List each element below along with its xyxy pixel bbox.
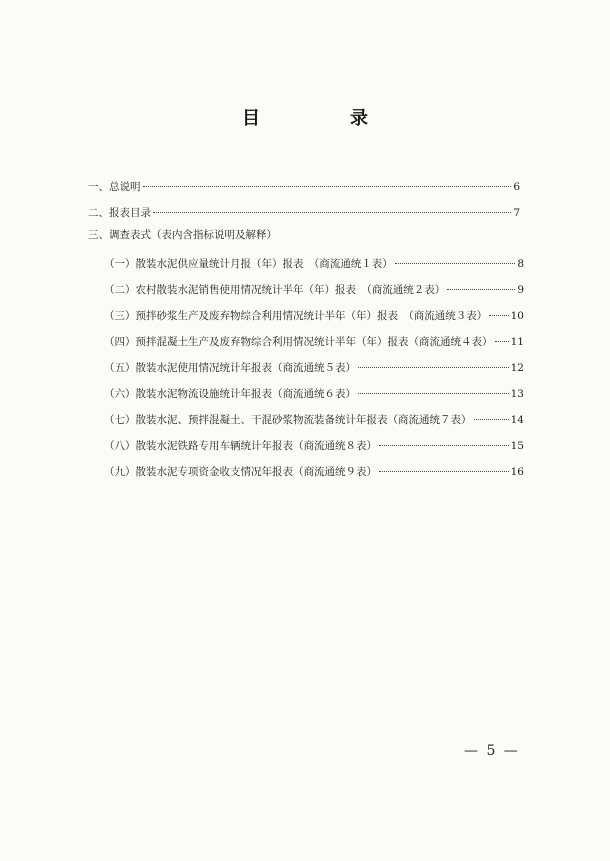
dot-leader [474, 409, 509, 423]
toc-entry-label: 一、总说明 [88, 181, 141, 193]
toc-entry[interactable] [104, 357, 524, 375]
toc-entry[interactable] [104, 253, 524, 271]
dot-leader [447, 279, 515, 293]
toc-entry-label: （四）预拌混凝土生产及废弃物综合利用情况统计半年（年）报表（商流通统４表） [104, 336, 493, 348]
dot-leader [379, 461, 509, 475]
toc-entry-page: 10 [510, 310, 524, 322]
toc-entry-label: （七）散装水泥、预拌混凝土、干混砂浆物流装备统计年报表（商流通统７表） [104, 414, 472, 426]
toc-entry[interactable] [104, 383, 524, 401]
toc-entry[interactable] [104, 435, 524, 453]
toc-entry-label: （三）预拌砂浆生产及废弃物综合利用情况统计半年（年）报表 （商流通统３表） [104, 310, 488, 322]
toc-entry[interactable] [88, 202, 520, 220]
toc-entry-label: （八）散装水泥铁路专用车辆统计年报表（商流通统８表） [104, 440, 377, 452]
toc-entry[interactable] [104, 331, 524, 349]
toc-entry[interactable] [104, 279, 524, 297]
toc-entry[interactable] [104, 305, 524, 323]
toc-entry[interactable] [104, 409, 524, 427]
page-number: — 5 — [464, 743, 520, 759]
toc-entry-label: 三、调查表式（表内含指标说明及解释） [88, 229, 277, 241]
toc-entry-label: （一）散装水泥供应量统计月报（年）报表 （商流通统１表） [104, 258, 393, 270]
toc-entry-page: 14 [510, 414, 524, 426]
toc-entry-label: 二、报表目录 [88, 207, 151, 219]
toc-entry-page: 15 [510, 440, 524, 452]
dot-leader [153, 202, 511, 216]
dot-leader [358, 383, 509, 397]
dot-leader [489, 305, 508, 319]
toc-entry-label: （六）散装水泥物流设施统计年报表（商流通统６表） [104, 388, 356, 400]
toc-entry[interactable] [88, 176, 520, 194]
toc-entry[interactable] [88, 228, 520, 242]
dot-leader [143, 176, 512, 190]
dot-leader [395, 253, 516, 267]
toc-entry-page: 6 [513, 181, 520, 193]
toc-entry-page: 16 [510, 466, 524, 478]
dot-leader [358, 357, 509, 371]
toc-entry-label: （五）散装水泥使用情况统计年报表（商流通统５表） [104, 362, 356, 374]
toc-entry-page: 12 [510, 362, 524, 374]
toc-entry-page: 9 [517, 284, 524, 296]
dot-leader [379, 435, 509, 449]
toc-entry-label: （二）农村散装水泥销售使用情况统计半年（年）报表 （商流通统２表） [104, 284, 446, 296]
toc-entry-page: 11 [510, 336, 524, 348]
toc-entry[interactable] [104, 461, 524, 479]
toc-entry-page: 13 [510, 388, 524, 400]
dot-leader [495, 331, 509, 345]
toc-entry-page: 7 [513, 207, 520, 219]
toc-entry-page: 8 [517, 258, 524, 270]
page-title: 目 录 [242, 108, 404, 129]
toc-entry-label: （九）散装水泥专项资金收支情况年报表（商流通统９表） [104, 466, 377, 478]
